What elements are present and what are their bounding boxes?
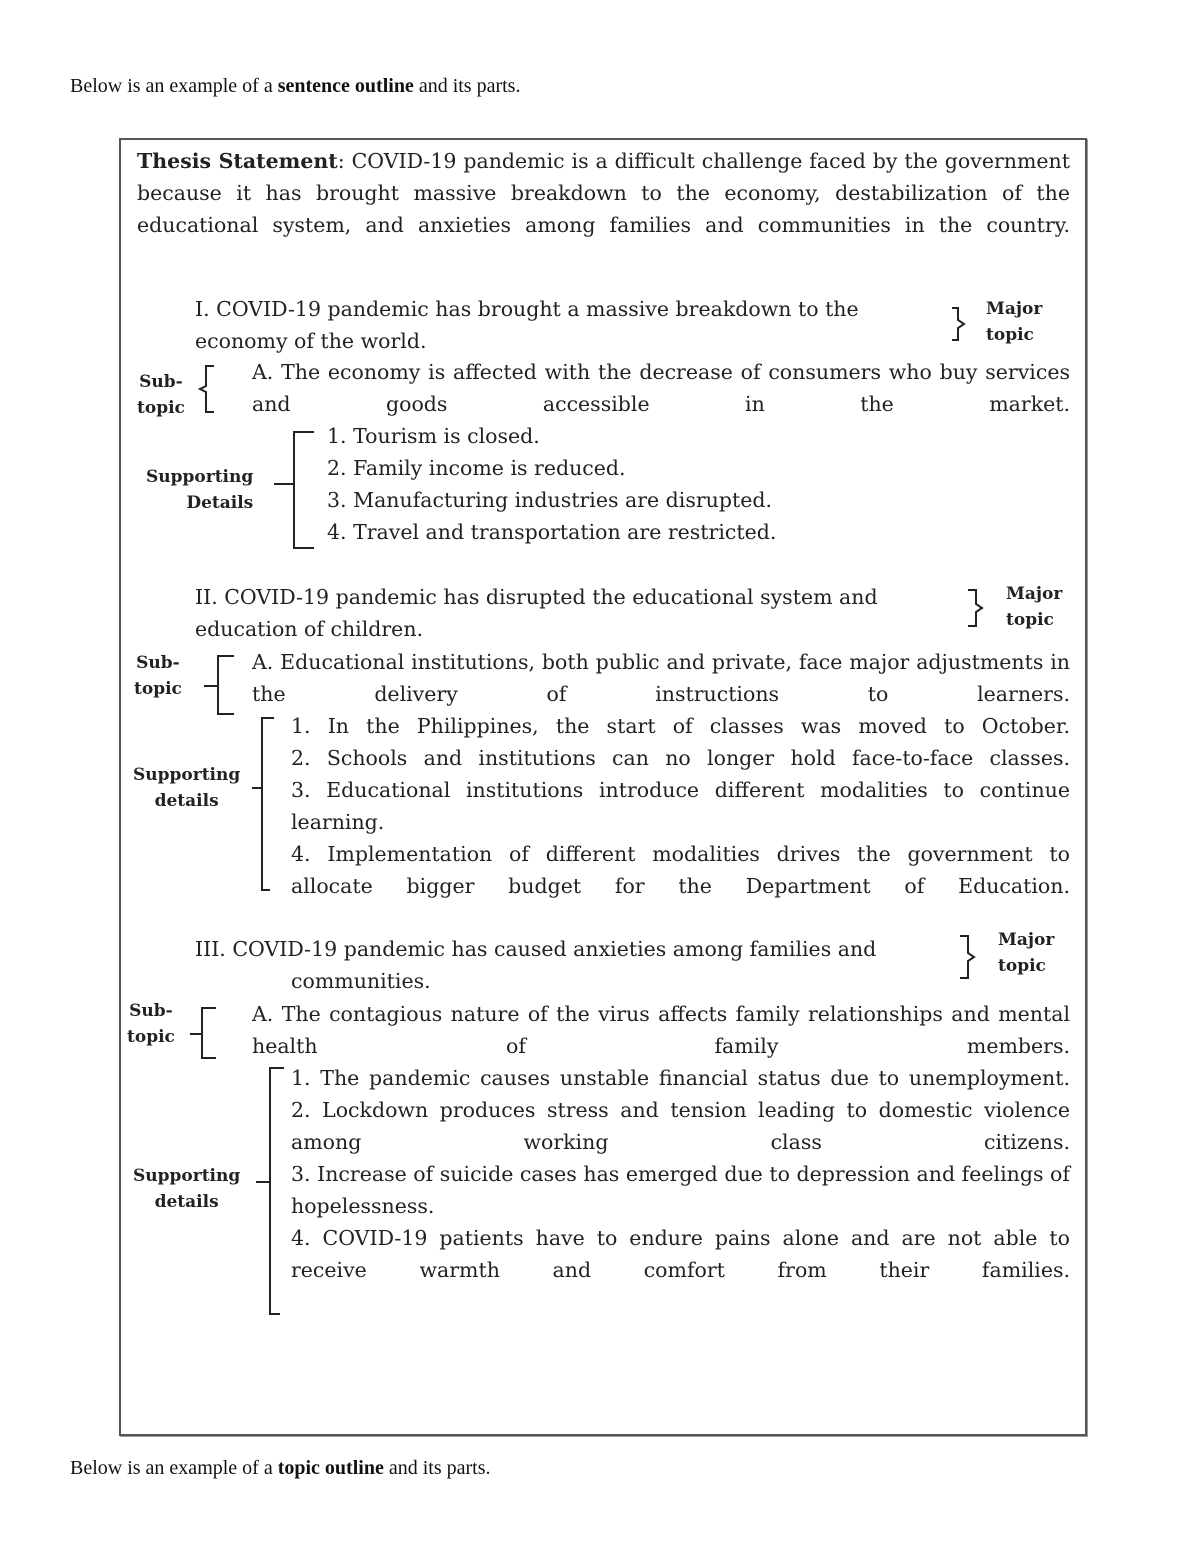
details-bracket-2 [250, 716, 276, 894]
intro-bold: sentence outline [277, 75, 414, 97]
detail-item: 4. Travel and transportation are restricted. [327, 520, 777, 544]
subtopic-1: A. The economy is affected with the decrease of consumers who buy services and goods accessible in the market. [252, 360, 1070, 416]
major-topic-line: I. COVID-19 pandemic has brought a massive breakdown to the [195, 297, 859, 321]
supporting-label-2: Supporting details [133, 765, 241, 811]
details-list-1 [327, 420, 776, 548]
detail-item: 1. The pandemic causes unstable financial status due to unemployment. [291, 1066, 1070, 1090]
detail-item: 2. Family income is reduced. [327, 456, 626, 480]
sub-label-1: Sub- topic [137, 372, 185, 418]
details-bracket-3 [254, 1066, 286, 1318]
sub-brace-2 [200, 654, 236, 718]
major-topic-line: economy of the world. [195, 329, 427, 353]
subtopic-3: A. The contagious nature of the virus affects family relationships and mental health of family members. [252, 1002, 1070, 1058]
intro-bold: topic outline [277, 1457, 384, 1479]
intro-text: Below is an example of a [70, 1457, 278, 1479]
major-brace-2 [966, 588, 988, 628]
sub-label-2: Sub- topic [134, 653, 182, 699]
major-brace-3 [958, 934, 980, 980]
intro-sentence-outline [70, 74, 520, 98]
major-label-3: Major topic [998, 930, 1055, 976]
supporting-label-3: Supporting details [133, 1166, 241, 1212]
thesis-label: Thesis Statement [137, 149, 338, 173]
detail-item: 1. Tourism is closed. [327, 424, 540, 448]
detail-item: 3. Educational institutions introduce different modalities to continue learning. [291, 778, 1070, 834]
major-topic-line: III. COVID-19 pandemic has caused anxieties among families and [195, 937, 877, 961]
major-label-2: Major topic [1006, 584, 1063, 630]
detail-item: 2. Lockdown produces stress and tension leading to domestic violence among working class citizens. [291, 1098, 1070, 1154]
subtopic-2: A. Educational institutions, both public and private, face major adjustments in the delivery of instructions to learners. [252, 650, 1070, 706]
detail-item: 4. COVID-19 patients have to endure pains alone and are not able to receive warmth and comfort from their families. [291, 1226, 1070, 1282]
major-label-1: Major topic [986, 299, 1043, 345]
sub-brace-1 [196, 364, 218, 414]
intro-topic-outline [70, 1456, 491, 1480]
intro-text: and its parts. [383, 1457, 491, 1479]
major-topic-2 [195, 581, 878, 645]
intro-text: and its parts. [413, 75, 521, 97]
details-list-2 [291, 710, 1070, 902]
details-list-3 [291, 1062, 1070, 1286]
sub-brace-3 [186, 1006, 218, 1062]
detail-item: 3. Increase of suicide cases has emerged due to depression and feelings of hopelessness. [291, 1162, 1070, 1218]
major-topic-3 [195, 933, 876, 997]
detail-item: 3. Manufacturing industries are disrupted. [327, 488, 772, 512]
thesis-statement [137, 145, 1070, 241]
thesis-text: : COVID-19 pandemic is a difficult challenge faced by the government because it has brought massive breakdown to the economy, destabilization of the educational system, and anxieties among families and communities in the country. [137, 149, 1070, 237]
supporting-label-1: Supporting Details [146, 467, 254, 513]
detail-item: 2. Schools and institutions can no longer hold face-to-face classes. [291, 746, 1070, 770]
detail-item: 4. Implementation of different modalities drives the government to allocate bigger budget for the Department of Education. [291, 842, 1070, 898]
major-brace-1 [950, 306, 970, 342]
sub-label-3: Sub- topic [127, 1001, 175, 1047]
major-topic-line: communities. [291, 969, 431, 993]
details-bracket-1 [270, 428, 316, 554]
major-topic-line: education of children. [195, 617, 424, 641]
major-topic-line: II. COVID-19 pandemic has disrupted the educational system and [195, 585, 878, 609]
detail-item: 1. In the Philippines, the start of classes was moved to October. [291, 714, 1070, 738]
intro-text: Below is an example of a [70, 75, 278, 97]
major-topic-1 [195, 293, 859, 357]
